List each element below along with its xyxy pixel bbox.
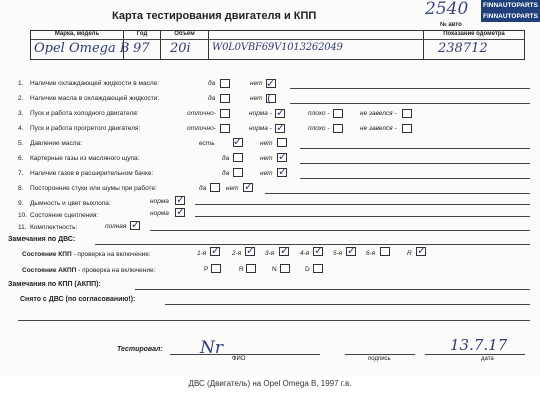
gear-6-box[interactable] (380, 247, 390, 256)
q8-number: 8. (18, 185, 24, 192)
q4-bad: плохо - (308, 125, 330, 132)
q5-no-box[interactable] (277, 138, 287, 147)
q5-text: Давление масла: (30, 140, 82, 147)
q8-check-mark: ✓ (244, 180, 254, 193)
q6-check-mark: ✓ (278, 150, 288, 163)
test-date: 13.7.17 (450, 336, 508, 354)
q7-number: 7. (18, 170, 24, 177)
remarks-kpp-label: Замечания по КПП (АКПП): (8, 281, 101, 288)
q11-text: Комплектность: (30, 224, 78, 231)
q4-normal: норма - (249, 125, 272, 132)
q7-text: Наличие газов в расширительном бачке: (30, 170, 154, 177)
volume-value: 20i (170, 41, 191, 56)
q4-no-start: не завелся - (360, 125, 397, 132)
gear-1-check: ✓ (211, 244, 221, 257)
q3-excellent-box[interactable] (220, 109, 230, 118)
q10-text: Состояние сцепления: (30, 212, 99, 219)
akpp-n-label: N (272, 266, 277, 273)
q7-check-mark: ✓ (278, 165, 288, 178)
q11-number: 11. (18, 224, 27, 231)
odometer-value: 238712 (438, 41, 488, 56)
gear-2-label: 2-я (232, 250, 242, 257)
q2-no: нет (250, 95, 263, 102)
q3-normal: норма - (249, 110, 272, 117)
header-table (30, 30, 532, 64)
remarks-engine-label: Замечания по ДВС: (8, 236, 76, 243)
akpp-d-box[interactable] (313, 264, 323, 273)
akpp-r-label: R (239, 266, 244, 273)
col-vin-label (208, 31, 424, 37)
card-title: Карта тестирования двигателя и КПП (112, 10, 317, 22)
q4-excellent: отлично- (187, 125, 216, 132)
card-number-label: № авто (440, 22, 462, 28)
q3-excellent: отлично- (187, 110, 216, 117)
q10-number: 10. (18, 212, 28, 219)
date-label: дата (481, 356, 494, 362)
q7-yes: да (222, 170, 230, 177)
q4-check-mark: ✓ (276, 121, 286, 134)
q2-text: Наличие масла в охлаждающей жидкости: (30, 95, 160, 102)
col-make-label: Марка, модель (54, 31, 100, 37)
q2-number: 2. (18, 95, 24, 102)
gear-3-label: 3-я (265, 250, 275, 257)
akpp-r-box[interactable] (246, 264, 256, 273)
q9-text: Дымность и цвет выхлопа: (30, 200, 111, 207)
gear-5-label: 5-я (333, 250, 343, 257)
q10-normal: норма (150, 210, 169, 217)
q9-check-mark: ✓ (176, 193, 186, 206)
q1-no: нет (250, 80, 263, 87)
q4-number: 4. (18, 125, 24, 132)
gear-4-check: ✓ (314, 244, 324, 257)
q9-normal: норма (150, 198, 169, 205)
q3-bad-box[interactable] (333, 109, 343, 118)
q4-bad-box[interactable] (333, 124, 343, 133)
q5-number: 5. (18, 140, 24, 147)
gear-2-check: ✓ (246, 244, 256, 257)
gear-3-check: ✓ (280, 244, 290, 257)
q6-number: 6. (18, 155, 24, 162)
q8-yes-box[interactable] (210, 183, 220, 192)
q1-yes: да (208, 80, 216, 87)
q6-yes-box[interactable] (233, 153, 243, 162)
signature-label: подпись (368, 356, 391, 362)
q11-check-mark: ✓ (131, 218, 141, 231)
tested-label: Тестировал: (117, 346, 163, 353)
q5-no: нет (260, 140, 273, 147)
q7-yes-box[interactable] (233, 168, 243, 177)
q5-present: есть (199, 140, 215, 147)
akpp-p-label: P (204, 266, 209, 273)
q1-text: Наличие охлаждающей жидкости в масле: (30, 80, 160, 87)
fio-label: ФИО (232, 356, 246, 362)
q3-no-start: не завелся - (360, 110, 397, 117)
q2-yes-box[interactable] (220, 94, 230, 103)
q2-check-mark: ( (267, 92, 272, 105)
gear-r-label: R (407, 250, 412, 257)
gear-4-label: 4-я (300, 250, 310, 257)
kpp-state-label: Состояние КПП - проверка на включение: (22, 251, 151, 258)
q5-check-mark: ✓ (233, 135, 243, 148)
q3-check-mark: ✓ (276, 106, 286, 119)
akpp-p-box[interactable] (211, 264, 221, 273)
q3-text: Пуск и работа холодного двигателя: (30, 110, 139, 117)
q8-no: нет (226, 185, 239, 192)
q9-number: 9. (18, 200, 24, 207)
vin-value: W0L0VBF69V1013262049 (212, 42, 343, 53)
q6-yes: да (222, 155, 230, 162)
q11-full: полная (105, 223, 127, 230)
q2-yes: да (208, 95, 216, 102)
watermark-logo: FINNAUTOPARTS FINNAUTOPARTS (482, 2, 538, 20)
akpp-n-box[interactable] (280, 264, 290, 273)
q4-text: Пуск и работа прогретого двигателя: (30, 125, 141, 132)
q4-no-start-box[interactable] (402, 124, 412, 133)
card-number-value: 2540 (425, 0, 469, 19)
q1-yes-box[interactable] (220, 79, 230, 88)
gear-1-label: 1-я (197, 250, 207, 257)
photo-caption: ДВС (Двигатель) на Opel Omega B, 1997 г.в. (188, 379, 352, 388)
q1-check-mark: ✓ (266, 77, 276, 90)
year-value: 97 (133, 41, 150, 56)
q3-number: 3. (18, 110, 24, 117)
q7-no: нет (260, 170, 273, 177)
gear-5-check: ✓ (347, 244, 357, 257)
akpp-d-label: D (305, 266, 310, 273)
col-volume-label: Объём (174, 31, 195, 37)
q10-check-mark: ✓ (176, 205, 186, 218)
q1-number: 1. (18, 80, 24, 87)
q4-excellent-box[interactable] (220, 124, 230, 133)
col-odometer-label: Показание одометра (443, 31, 505, 37)
tester-name: Nr (200, 338, 224, 358)
make-value: Opel Omega B (34, 41, 130, 56)
col-year-label: Год (136, 31, 148, 37)
removed-label: Снято с ДВС (по согласованию!): (20, 296, 136, 303)
q8-text: Посторонние стуки или шумы при работе: (30, 185, 157, 192)
q3-bad: плохо - (308, 110, 330, 117)
q3-no-start-box[interactable] (402, 109, 412, 118)
q8-yes: да (199, 185, 207, 192)
gear-r-check: ✓ (417, 244, 427, 257)
q6-text: Картерные газы из масляного щупа: (30, 155, 140, 162)
gear-6-label: 6-я (366, 250, 376, 257)
akpp-state-label: Состояние АКПП - проверка на включение: (22, 267, 156, 274)
q6-no: нет (260, 155, 273, 162)
